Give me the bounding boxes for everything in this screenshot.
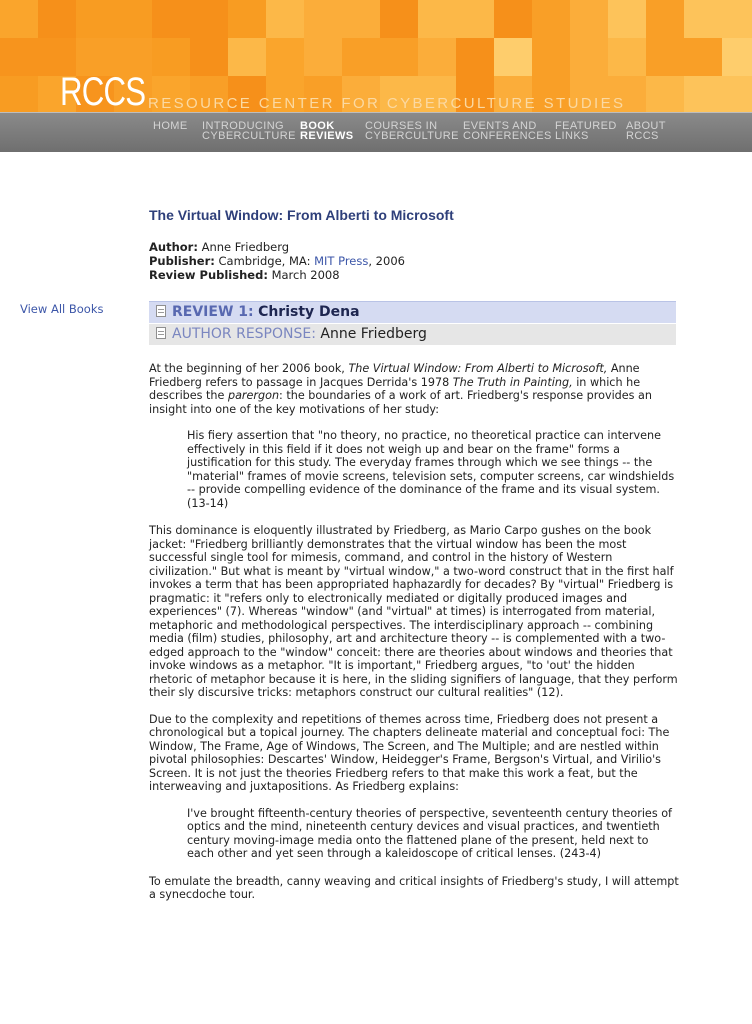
- mosaic-tile: [418, 0, 456, 38]
- mosaic-tile: [722, 76, 752, 112]
- nav-label-line2: LINKS: [555, 130, 589, 142]
- review-published-label: Review Published:: [149, 268, 268, 282]
- text-run: At the beginning of her 2006 book,: [149, 362, 349, 375]
- nav-events-and-conferences[interactable]: [463, 121, 552, 141]
- block-quote-2: I've brought fifteenth-century theories of perspective, seventeenth century theories of optics and the mind, nineteenth century devices and visual practices, and twentieth century moving-image media onto the flattened plane of the present, held next to each other and yet seen through a kaleidoscope of critical lenses. (243-4): [187, 806, 672, 860]
- mosaic-tile: [342, 38, 380, 76]
- mosaic-tile: [380, 0, 418, 38]
- review-1-tab[interactable]: [149, 301, 676, 323]
- nav-about-rccs[interactable]: [626, 121, 666, 141]
- derrida-title-italic: The Truth in Painting,: [452, 375, 573, 389]
- mosaic-tile: [532, 38, 570, 76]
- nav-home-line1: HOME: [153, 120, 188, 132]
- mosaic-tile: [0, 38, 38, 76]
- mosaic-tile: [494, 0, 532, 38]
- author-value: Anne Friedberg: [201, 240, 290, 254]
- mosaic-tile: [342, 0, 380, 38]
- mosaic-tile: [684, 0, 722, 38]
- mosaic-tile: [266, 38, 304, 76]
- mosaic-tile: [608, 0, 646, 38]
- mosaic-tile: [646, 0, 684, 38]
- mosaic-tile: [0, 76, 38, 112]
- text-run: in which he describes the: [149, 375, 641, 402]
- nav-label-line2: REVIEWS: [300, 130, 354, 142]
- mosaic-tile: [722, 0, 752, 38]
- publisher-year: , 2006: [368, 254, 405, 268]
- publisher-place: Cambridge, MA:: [218, 254, 311, 268]
- nav-home[interactable]: [153, 121, 188, 131]
- text-run: Anne Friedberg refers to passage in Jacques Derrida's 1978: [149, 362, 640, 389]
- nav-introducing-cyberculture[interactable]: [202, 121, 296, 141]
- mosaic-tile: [228, 0, 266, 38]
- publisher-line: [149, 254, 669, 268]
- mosaic-tile: [456, 0, 494, 38]
- review-published-value: March 2008: [271, 268, 340, 282]
- document-icon: [156, 327, 166, 339]
- nav-label-line2: CONFERENCES: [463, 130, 552, 142]
- mosaic-tile: [646, 76, 684, 112]
- author-label: Author:: [149, 240, 198, 254]
- mosaic-tile: [228, 38, 266, 76]
- mosaic-tile: [190, 0, 228, 38]
- review-article: [149, 362, 679, 915]
- mosaic-tile: [494, 38, 532, 76]
- nav-label-line1: ABOUT: [626, 120, 666, 132]
- publisher-label: Publisher:: [149, 254, 215, 268]
- header-banner: [0, 0, 752, 112]
- mosaic-tile: [380, 38, 418, 76]
- mosaic-tile: [722, 38, 752, 76]
- site-tagline: RESOURCE CENTER FOR CYBERCULTURE STUDIES: [148, 95, 626, 112]
- document-icon: [156, 305, 166, 317]
- parergon-italic: parergon: [227, 389, 280, 402]
- mosaic-tile: [76, 0, 114, 38]
- nav-label-line2: CYBERCULTURE: [365, 130, 459, 142]
- mosaic-tile: [608, 38, 646, 76]
- paragraph-3: Due to the complexity and repetitions of themes across time, Friedberg does not present a chronological but a topical journey. The chapters delineate material and conceptual foci: The Window, The Frame, Age of Windows, The Screen, and The Multiple; and are nestled within pivotal philosophies: Descartes' Window, Heidegger's Frame, Bergson's Virtual, and Virilio's Screen. It is not just the theories Friedberg refers to that make this work a feat, but the interweaving and juxtapositions. As Friedberg explains:: [149, 712, 670, 793]
- nav-label-line1: BOOK: [300, 120, 335, 132]
- paragraph-1: [149, 362, 679, 416]
- view-all-books-link[interactable]: View All Books: [20, 302, 104, 316]
- nav-label-line2: CYBERCULTURE: [202, 130, 296, 142]
- block-quote-1: His fiery assertion that "no theory, no practice, no theoretical practice can intervene effectively in this field if it does not weigh up and bear on the frame" forms a justification for this study. The everyday frames through which we see things -- the "material" frames of movie screens, television sets, computer screens, car windshields -- provide compelling evidence of the dominance of the frame and its visual system. (13-14): [187, 429, 675, 510]
- author-response-tab[interactable]: [149, 324, 676, 345]
- paragraph-2: This dominance is eloquently illustrated by Friedberg, as Mario Carpo gushes on the book jacket: "Friedberg brilliantly demonstrates that the virtual window has been the most successful single tool for mimesis, command, and control in the history of Western civilization." But what is meant by "virtual window," a two-word construct that in the first half invokes a term that has been appropriated haphazardly for decades? By "virtual" Friedberg is pragmatic: it "refers only to electronically mediated or digitally produced images and experiences" (7). Whereas "window" (and "virtual" at times) is interrogated from material, metaphoric and methodological perspectives. The interdisciplinary approach -- combining media (film) studies, philosophy, art and architecture theory -- is complemented with a two-edged approach to the "window" conceit: there are theories about windows and theories that invoke windows as a metaphor. "It is important," Friedberg argues, "to 'out' the hidden rhetoric of metaphor because it is here, in the sliding signifiers of language, that they perform their sly discursive tricks: metaphors construct our cultural realities" (12).: [149, 524, 678, 699]
- mosaic-tile: [684, 38, 722, 76]
- nav-courses-in-cyberculture[interactable]: [365, 121, 459, 141]
- mosaic-tile: [456, 38, 494, 76]
- mosaic-tile: [38, 0, 76, 38]
- mosaic-tile: [114, 0, 152, 38]
- mosaic-tile: [570, 0, 608, 38]
- paragraph-4: To emulate the breadth, canny weaving and critical insights of Friedberg's study, I will attempt a synecdoche tour.: [149, 874, 679, 901]
- mosaic-tile: [190, 38, 228, 76]
- mosaic-tile: [266, 0, 304, 38]
- response-author-name: Anne Friedberg: [320, 326, 427, 342]
- mosaic-tile: [152, 0, 190, 38]
- mosaic-tile: [0, 0, 38, 38]
- book-meta: [149, 240, 669, 282]
- nav-featured-links[interactable]: [555, 121, 617, 141]
- site-logo[interactable]: RCCS: [60, 70, 146, 112]
- review-1-label: REVIEW 1:: [172, 304, 254, 320]
- mosaic-tile: [152, 38, 190, 76]
- text-run: : the boundaries of a work of art. Friedberg's response provides an insight into one of the key motivations of her study:: [149, 389, 652, 416]
- nav-book-reviews[interactable]: [300, 121, 354, 141]
- author-response-label: AUTHOR RESPONSE:: [172, 326, 316, 342]
- book-title: The Virtual Window: From Alberti to Microsoft: [149, 207, 454, 223]
- nav-label-line1: COURSES IN: [365, 120, 438, 132]
- book-title-italic: The Virtual Window: From Alberti to Microsoft,: [348, 362, 608, 375]
- main-nav: [0, 112, 752, 152]
- mosaic-tile: [570, 38, 608, 76]
- nav-label-line1: FEATURED: [555, 120, 617, 132]
- publisher-link[interactable]: MIT Press: [314, 254, 369, 268]
- mosaic-tile: [418, 38, 456, 76]
- mosaic-tile: [304, 0, 342, 38]
- author-line: [149, 240, 669, 254]
- reviewer-name: Christy Dena: [258, 304, 360, 320]
- mosaic-tile: [532, 0, 570, 38]
- nav-label-line2: RCCS: [626, 130, 659, 142]
- nav-label-line1: INTRODUCING: [202, 120, 285, 132]
- review-date-line: [149, 268, 669, 282]
- mosaic-tile: [304, 38, 342, 76]
- nav-label-line1: EVENTS AND: [463, 120, 537, 132]
- mosaic-tile: [684, 76, 722, 112]
- mosaic-tile: [646, 38, 684, 76]
